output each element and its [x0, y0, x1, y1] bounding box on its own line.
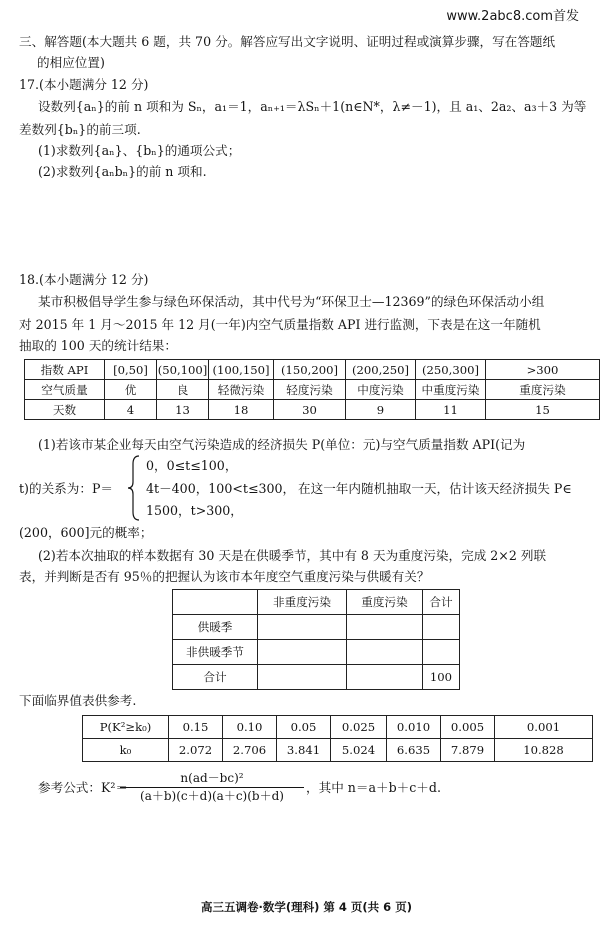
api-range: (200,250] [346, 360, 416, 380]
formula-numerator: n(ad－bc)² [120, 771, 304, 788]
q17-stem-cont: 差数列{bₙ}的前三项. [19, 122, 141, 137]
critical-value: 5.024 [331, 739, 387, 762]
days-cell: 9 [346, 400, 416, 420]
api-range: [0,50] [105, 360, 157, 380]
critical-value: 2.072 [169, 739, 223, 762]
api-range: (250,300] [416, 360, 486, 380]
days-cell: 15 [486, 400, 600, 420]
contingency-header: 非重度污染 [258, 590, 347, 615]
days-cell: 13 [157, 400, 209, 420]
probability-label: P(K²≥k₀) [83, 716, 169, 739]
formula-condition: ，其中 n＝a＋b＋c＋d. [306, 780, 441, 795]
q17-stem: 设数列{aₙ}的前 n 项和为 Sₙ，a₁＝1，aₙ₊₁＝λSₙ＋1(n∈N*，λ≠－1)，且 a₁、2a₂、a₃＋3 为等 [38, 99, 587, 114]
piecewise-brace [127, 455, 141, 521]
contingency-header: 重度污染 [347, 590, 423, 615]
probability-value: 0.005 [441, 716, 495, 739]
api-range: (150,200] [274, 360, 346, 380]
contingency-cell [347, 665, 423, 690]
critical-value: 10.828 [495, 739, 593, 762]
row-label: 空气质量 [25, 380, 105, 400]
q18-part2: (2)若本次抽取的样本数据有 30 天是在供暖季节，其中有 8 天为重度污染，完成 2×2 列联 [38, 548, 547, 563]
critical-label: k₀ [83, 739, 169, 762]
contingency-row [173, 615, 460, 640]
days-cell: 11 [416, 400, 486, 420]
contingency-cell [258, 640, 347, 665]
probability-value: 0.05 [277, 716, 331, 739]
q17-part1: (1)求数列{aₙ}、{bₙ}的通项公式； [38, 143, 241, 158]
quality-cell: 重度污染 [486, 380, 600, 400]
q18-part1-relation: t)的关系为：P＝ [19, 481, 114, 496]
quality-cell: 中重度污染 [416, 380, 486, 400]
contingency-row-label: 供暖季 [173, 615, 258, 640]
q18-part1-interval: (200，600]元的概率； [19, 525, 153, 540]
days-cell: 18 [209, 400, 274, 420]
quality-cell: 中度污染 [346, 380, 416, 400]
q17-header: 17.(本小题满分 12 分) [19, 77, 149, 92]
page-footer: 高三五调卷·数学(理科) 第 4 页(共 6 页) [201, 900, 412, 914]
api-row [25, 360, 600, 380]
piecewise-case-3: 1500，t>300， [146, 503, 243, 518]
contingency-total-row [173, 665, 460, 690]
critical-row [83, 739, 593, 762]
contingency-corner [173, 590, 258, 615]
quality-cell: 良 [157, 380, 209, 400]
q17-part2: (2)求数列{aₙbₙ}的前 n 项和. [38, 164, 207, 179]
probability-value: 0.010 [387, 716, 441, 739]
days-cell: 30 [274, 400, 346, 420]
contingency-total: 100 [423, 665, 460, 690]
piecewise-case-1: 0，0≤t≤100， [146, 458, 238, 473]
quality-row [25, 380, 600, 400]
quality-cell: 优 [105, 380, 157, 400]
section-heading: 三、解答题(本大题共 6 题，共 70 分。解答应写出文字说明、证明过程或演算步骤，写在答题纸 [19, 34, 556, 49]
api-range: (50,100] [157, 360, 209, 380]
days-cell: 4 [105, 400, 157, 420]
formula-fraction [120, 771, 304, 804]
contingency-row [173, 640, 460, 665]
reference-intro: 下面临界值表供参考. [19, 693, 137, 708]
contingency-row-label: 合计 [173, 665, 258, 690]
q18-stem-3: 抽取的 100 天的统计结果： [19, 338, 177, 353]
contingency-cell [258, 615, 347, 640]
contingency-table [172, 589, 460, 690]
probability-value: 0.15 [169, 716, 223, 739]
q18-stem: 某市积极倡导学生参与绿色环保活动，其中代号为“环保卫士—12369”的绿色环保活动小组 [38, 294, 545, 309]
critical-value: 2.706 [223, 739, 277, 762]
quality-cell: 轻度污染 [274, 380, 346, 400]
critical-value: 6.635 [387, 739, 441, 762]
api-range: (100,150] [209, 360, 274, 380]
probability-value: 0.001 [495, 716, 593, 739]
q18-header: 18.(本小题满分 12 分) [19, 272, 149, 287]
formula-label: 参考公式：K²＝ [38, 780, 129, 795]
piecewise-case-2: 4t－400，100<t≤300， [146, 481, 296, 496]
contingency-cell [423, 615, 460, 640]
critical-value: 3.841 [277, 739, 331, 762]
contingency-cell [423, 640, 460, 665]
row-label: 天数 [25, 400, 105, 420]
contingency-header: 合计 [423, 590, 460, 615]
q18-part1-question: 在这一年内随机抽取一天，估计该天经济损失 P∈ [298, 481, 572, 496]
row-label: 指数 API [25, 360, 105, 380]
probability-value: 0.10 [223, 716, 277, 739]
critical-value: 7.879 [441, 739, 495, 762]
probability-value: 0.025 [331, 716, 387, 739]
quality-cell: 轻微污染 [209, 380, 274, 400]
contingency-row-label: 非供暖季节 [173, 640, 258, 665]
days-row [25, 400, 600, 420]
probability-row [83, 716, 593, 739]
q18-part1: (1)若该市某企业每天由空气污染造成的经济损失 P(单位：元)与空气质量指数 API(记为 [38, 437, 526, 452]
critical-value-table [82, 715, 593, 762]
contingency-cell [258, 665, 347, 690]
watermark: www.2abc8.com首发 [446, 9, 579, 24]
contingency-cell [347, 640, 423, 665]
contingency-header-row [173, 590, 460, 615]
q18-part2-cont: 表，并判断是否有 95％的把握认为该市本年度空气重度污染与供暖有关？ [19, 569, 430, 584]
contingency-cell [347, 615, 423, 640]
formula-denominator: (a＋b)(c＋d)(a＋c)(b＋d) [140, 789, 284, 803]
q18-stem-2: 对 2015 年 1 月～2015 年 12 月(一年)内空气质量指数 API 进行监测，下表是在这一年随机 [19, 317, 541, 332]
api-range: >300 [486, 360, 600, 380]
api-statistics-table [24, 359, 600, 420]
section-heading-cont: 的相应位置) [37, 55, 105, 70]
